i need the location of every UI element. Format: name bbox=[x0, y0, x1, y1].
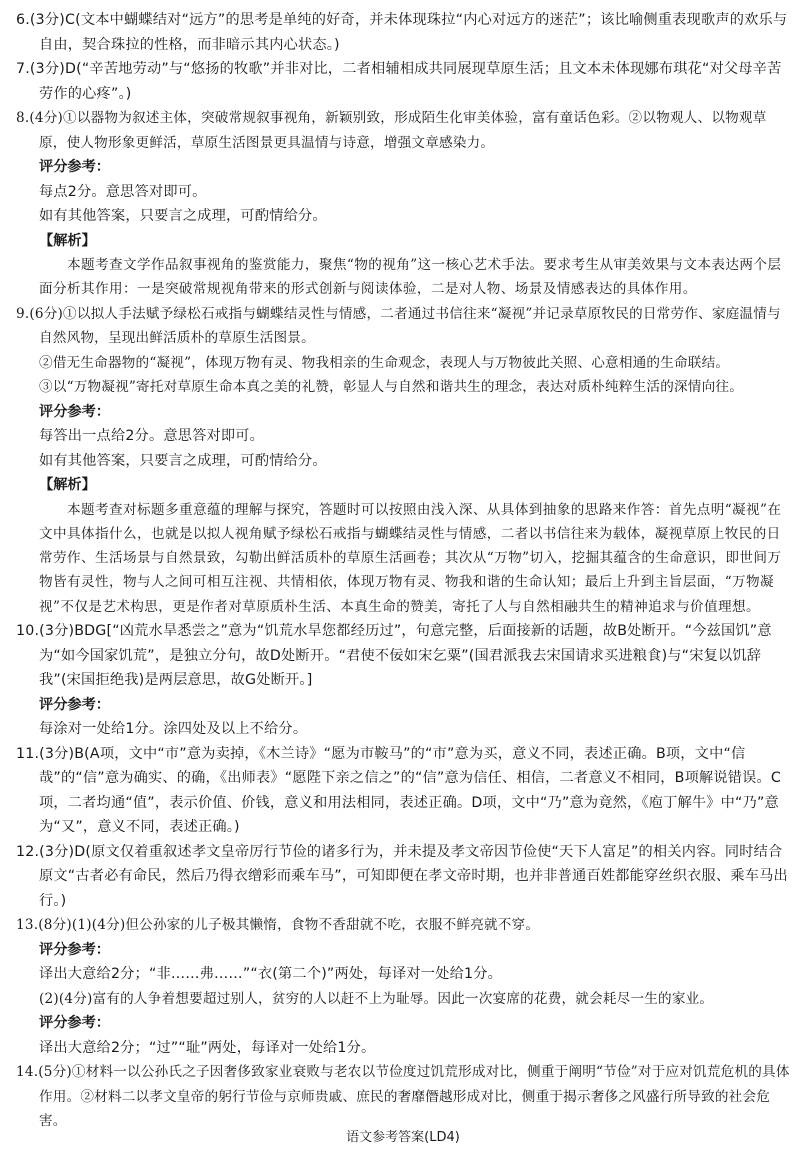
answer-q6: 6.(3分)C(文本中蝴蝶结对“远方”的思考是单纯的好奇，并未体现珠拉“内心对远方的迷茫”；该比喻侧重表现歌声的欢乐与自由，契合珠拉的性格，而非暗示其内心状态。) bbox=[16, 12, 788, 53]
scoring-note-q8: 如有其他答案，只要言之成理，可酌情给分。 bbox=[39, 208, 327, 224]
answer-q13-part-2: (2)(4分)富有的人争着想要超过别人，贫穷的人以赶不上为耻辱。因此一次宴席的花费，就会耗尽一生的家业。 bbox=[39, 990, 714, 1007]
scoring-label-q13-2: 评分参考： bbox=[39, 1015, 110, 1032]
answer-q9-point-2: ②借无生命器物的“凝视”，体现万物有灵、物我相亲的生命观念，表现人与万物彼此关照、心意相通的生命联结。 bbox=[39, 354, 730, 371]
answer-q13-part-1: 13.(8分)(1)(4分)但公孙家的儿子极其懒惰，食物不香甜就不吃，衣服不鲜亮就不穿。 bbox=[16, 917, 540, 934]
answer-q9-point-3: ③以“万物凝视”寄托对草原生命本真之美的礼赞，彰显人与自然和谐共生的理念，表达对质朴纯粹生活的深情向往。 bbox=[39, 379, 743, 396]
analysis-heading-q8: 【解析】 bbox=[39, 232, 96, 249]
analysis-q8: 本题考查文学作品叙事视角的鉴赏能力，聚焦“物的视角”这一核心艺术手法。要求考生从审美效果与文本表达两个层面分析其作用：一是突破常规视角带来的形式创新与阅读体验，二是对人物、场景及情感表达的具体作用。 bbox=[39, 257, 782, 298]
scoring-note-q9: 如有其他答案，只要言之成理，可酌情给分。 bbox=[39, 452, 327, 469]
analysis-q9: 本题考查对标题多重意蕴的理解与探究，答题时可以按照由浅入深、从具体到抽象的思路来作答：首先点明“凝视”在文中具体指什么，也就是以拟人视角赋予绿松石戒指与蝴蝶结灵性与情感，二者以书信往来为载体，凝视草原上牧民的日常劳作、生活场景与自然景致，勾勒出鲜活质朴的草原生活画卷；其次从“万物”切入，挖掘其蕴含的生命意识，即世间万物皆有灵性，物与人之间可相互注视、共情相依，体现万物有灵、物我和谐的生命认知；最后上升到主旨层面，“万物凝视”不仅是艺术构思，更是作者对草原质朴生活、本真生命的赞美，寄托了人与自然相融共生的精神追求与价值理想。 bbox=[39, 501, 782, 615]
scoring-rule-q8: 每点2分。意思答对即可。 bbox=[39, 183, 207, 200]
scoring-rule-q10: 每涂对一处给1分。涂四处及以上不给分。 bbox=[39, 721, 308, 738]
answer-q14: 14.(5分)①材料一以公孙氏之子因奢侈致家业衰败与老农以节俭度过饥荒形成对比，侧重于阐明“节俭”对于应对饥荒危机的具体作用。②材料二以孝文皇帝的躬行节俭与京师贵戚、庶民的奢靡僭越形成对比，侧重于揭示奢侈之风盛行所导致的社会危害。 bbox=[16, 1064, 790, 1130]
answer-q11: 11.(3分)B(A项，文中“市”意为卖掉，《木兰诗》“愿为市鞍马”的“市”意为买，意义不同，表述正确。B项，文中“信哉”的“信”意为确实、的确，《出师表》“愿陛下亲之信之”的“信”意为信任、相信，二者意义不相同，B项解说错误。C项，二者均通“值”，表示价值、价钱，意义和用法相同，表述正确。D项，文中“乃”意为竟然，《庖丁解牛》中“乃”意为“又”，意义不同，表述正确。) bbox=[16, 745, 782, 836]
scoring-rule-q13-2: 译出大意给2分；“过”“耻”两处，每译对一处给1分。 bbox=[39, 1039, 376, 1056]
analysis-heading-q9: 【解析】 bbox=[39, 477, 96, 494]
scoring-label-q13-1: 评分参考： bbox=[39, 941, 110, 958]
answer-q8: 8.(4分)①以器物为叙述主体，突破常规叙事视角，新颖别致，形成陌生化审美体验，富有童话色彩。②以物观人、以物观草原，使人物形象更鲜活，草原生活图景更具温情与诗意，增强文章感染力。 bbox=[16, 110, 767, 151]
answer-q10: 10.(3分)BDG[“凶荒水旱悉尝之”意为“饥荒水旱您都经历过”，句意完整，后面接新的话题，故B处断开。“今兹国饥”意为“如今国家饥荒”，是独立分句，故D处断开。“君使不佞如宋乞粟”(国君派我去宋国请求买进粮食)与“宋复以饥辞我”(宋国拒绝我)是两层意思，故G处断开。] bbox=[16, 623, 772, 689]
answer-q9-point-1: 9.(6分)①以拟人手法赋予绿松石戒指与蝴蝶结灵性与情感，二者通过书信往来“凝视”并记录草原牧民的日常劳作、家庭温情与自然风物，呈现出鲜活质朴的草原生活图景。 bbox=[16, 305, 781, 347]
answer-q7: 7.(3分)D(“辛苦地劳动”与“悠扬的牧歌”并非对比，二者相辅相成共同展现草原生活；且文本未体现娜布琪花“对父母辛苦劳作的心疼”。) bbox=[16, 61, 782, 102]
scoring-rule-q9: 每答出一点给2分。意思答对即可。 bbox=[39, 428, 265, 445]
scoring-rule-q13-1: 译出大意给2分；“非……弗……”“衣(第二个)”两处，每译对一处给1分。 bbox=[39, 966, 502, 983]
scoring-label-q8: 评分参考： bbox=[39, 159, 110, 175]
scoring-label-q9: 评分参考： bbox=[39, 403, 110, 420]
scoring-label-q10: 评分参考： bbox=[39, 696, 110, 713]
answer-q12: 12.(3分)D(原文仅着重叙述孝文皇帝厉行节俭的诸多行为，并未提及孝文帝因节俭使“天下人富足”的相关内容。同时结合原文“古者必有命民，然后乃得衣缯彩而乘车马”，可知即便在孝文帝时期，也并非普通百姓都能穿丝织衣服、乘车马出行。) bbox=[16, 843, 788, 909]
page-footer: 语文参考答案(LD4) bbox=[346, 1130, 460, 1145]
